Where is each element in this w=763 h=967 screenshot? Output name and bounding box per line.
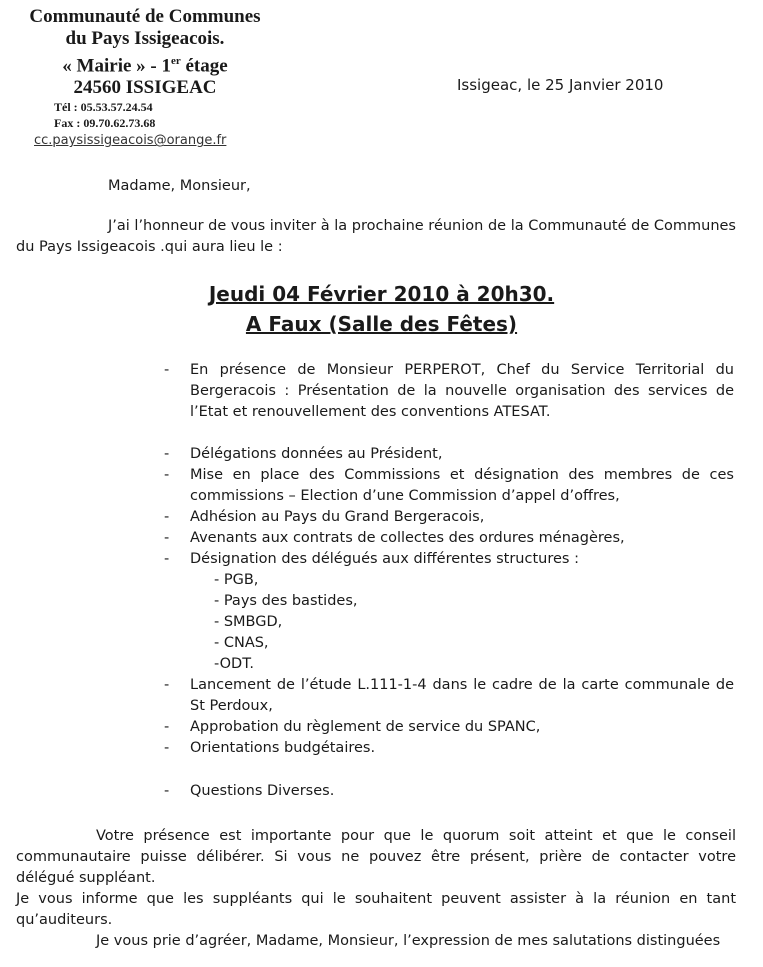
closing-paragraph-2: Je vous informe que les suppléants qui le souhaitent peuvent assister à la réunion en tant qu’auditeurs. (16, 891, 736, 928)
structure-item: - PGB, (214, 572, 259, 588)
structures-list (190, 570, 734, 675)
closing-paragraph-3: Je vous prie d’agréer, Madame, Monsieur, l’expression de mes salutations distinguées (96, 933, 721, 949)
structure-item: -ODT. (214, 656, 254, 672)
sender-email-link[interactable]: cc.paysissigeacois@orange.fr (34, 133, 227, 149)
agenda-list (164, 360, 734, 802)
agenda-item: - Délégations données au Président, (164, 444, 734, 465)
closing-block (16, 826, 736, 952)
agenda-item (164, 549, 734, 675)
sender-block (10, 6, 280, 151)
sender-address-end: étage (180, 55, 228, 77)
agenda-item: - Approbation du règlement de service du SPANC, (164, 717, 734, 738)
sender-org-line2: du Pays Issigeacois. (65, 28, 225, 49)
sender-phone: Tél : 05.53.57.24.54 (54, 100, 153, 115)
structure-item: - Pays des bastides, (214, 593, 358, 609)
salutation: Madame, Monsieur, (108, 178, 251, 194)
sender-address-text: « Mairie » - 1 (62, 55, 171, 77)
structure-item: - SMBGD, (214, 614, 283, 630)
agenda-item: - Lancement de l’étude L.111-1-4 dans le cadre de la carte communale de St Perdoux, (164, 675, 734, 717)
structure-item: - CNAS, (214, 635, 269, 651)
sender-org-line1: Communauté de Communes (29, 6, 261, 27)
sender-fax: Fax : 09.70.62.73.68 (54, 116, 156, 131)
sender-postcode-city: 24560 ISSIGEAC (73, 77, 217, 99)
agenda-item: - Orientations budgétaires. (164, 738, 734, 759)
agenda-item: - Adhésion au Pays du Grand Bergeracois, (164, 507, 734, 528)
agenda-item-text: Désignation des délégués aux différentes structures : (190, 551, 579, 567)
agenda-item: - Avenants aux contrats de collectes des ordures ménagères, (164, 528, 734, 549)
intro-paragraph: J’ai l’honneur de vous inviter à la prochaine réunion de la Communauté de Communes du Pays Issigeacois .qui aura lieu le : (16, 218, 736, 255)
sender-address-sup: er (170, 55, 181, 67)
closing-paragraph-1: Votre présence est importante pour que le quorum soit atteint et que le conseil communautaire puisse délibérer. Si vous ne pouvez être présent, prière de contacter votre délégué suppléant. (16, 828, 736, 886)
agenda-item: - Mise en place des Commissions et désignation des membres de ces commissions – Election d’une Commission d’appel d’offres, (164, 465, 734, 507)
letter-date: Issigeac, le 25 Janvier 2010 (457, 76, 664, 94)
meeting-datetime: Jeudi 04 Février 2010 à 20h30. (208, 282, 555, 306)
agenda-item: - Questions Diverses. (164, 781, 734, 802)
sender-address-line (10, 50, 280, 77)
meeting-location: A Faux (Salle des Fêtes) (245, 312, 518, 336)
agenda-item: - En présence de Monsieur PERPEROT, Chef du Service Territorial du Bergeracois : Présentation de la nouvelle organisation des services de l’Etat et renouvellement des conventions ATESAT. (164, 360, 734, 423)
